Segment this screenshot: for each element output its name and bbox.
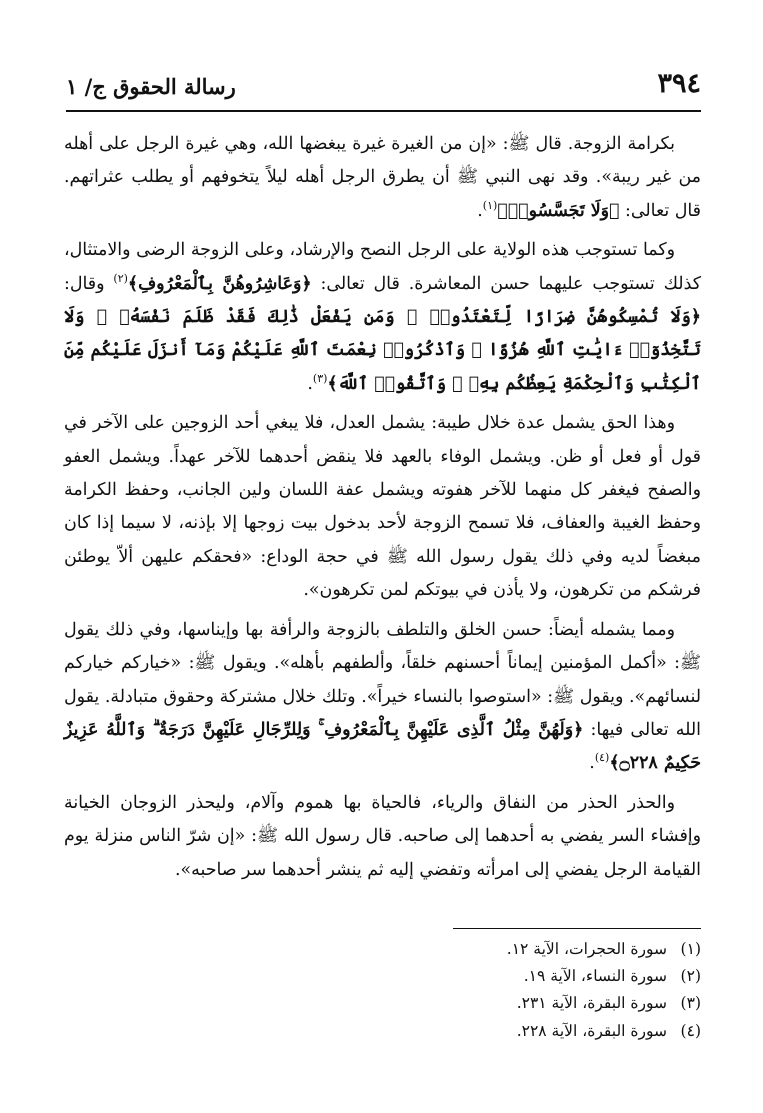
footnote-number: (٣) bbox=[680, 994, 701, 1013]
page-header bbox=[66, 62, 701, 122]
paragraph bbox=[64, 407, 701, 607]
header-rule bbox=[66, 110, 701, 112]
footnote-text: سورة البقرة، الآية ٢٣١. bbox=[516, 994, 667, 1013]
footnote-item bbox=[341, 936, 701, 963]
quran-verse: ﴿وَعَاشِرُوهُنَّ بِٱلْمَعْرُوفِ﴾ bbox=[127, 273, 312, 294]
paragraph-text: وقال: bbox=[64, 273, 114, 294]
footnote-number: (٤) bbox=[680, 1021, 701, 1040]
footnote-reference: (١) bbox=[482, 199, 498, 213]
paragraph-text: ومما يشمله أيضاً: حسن الخلق والتلطف بالزوجة والرأفة بها وإيناسها، وفي ذلك يقول ﷺ: «أكمل المؤمنين إيماناً أحسنهم خلقاً، وألطفهم بأهله». ويقول ﷺ: «خياركم خياركم لنسائهم». ويقول ﷺ: «استوصوا بالنساء خيراً». وتلك خلال مشتركة وحقوق متبادلة. يقول الله تعالى فيها: bbox=[64, 619, 701, 740]
footnotes bbox=[341, 936, 701, 1045]
paragraph-text: . bbox=[589, 753, 595, 774]
footnote-reference: (٣) bbox=[312, 372, 328, 386]
paragraph-text: بكرامة الزوجة. قال ﷺ: «إن من الغيرة غيرة يبغضها الله، وهي غيرة الرجل على أهله من غير ريبة». وقد نهى النبي ﷺ أن يطرق الرجل أهله ليلاً يتخوفهم أو يطلب عثراتهم. قال تعالى: bbox=[64, 134, 701, 221]
quran-verse: ﴿وَلَا تَجَسَّسُوا۟﴾ bbox=[497, 200, 620, 221]
footnote-rule bbox=[453, 928, 701, 929]
paragraph-text: . bbox=[477, 200, 483, 221]
footnote-text: سورة البقرة، الآية ٢٢٨. bbox=[516, 1021, 667, 1040]
paragraph bbox=[64, 614, 701, 781]
paragraph-text: . bbox=[307, 373, 313, 394]
paragraph-text: وهذا الحق يشمل عدة خلال طيبة: يشمل العدل، فلا يبغي أحد الزوجين على الآخر في قول أو فعل أو ظن. ويشمل الوفاء بالعهد فلا ينقض أحدهما للآخر عهداً. ويشمل العفو والصفح فيغفر كل منهما للآخر هفوته ويشمل عفة اللسان ولين الجانب، وحفظ الكرامة وحفظ الغيبة والعفاف، فلا تسمح الزوجة لأحد بدخول بيت زوجها إلا بإذنه، لا سيما إذا كان مبغضاً لديه وفي ذلك يقول رسول الله ﷺ في حجة الوداع: «فحقكم عليهن ألاّ يوطئن فرشكم من تكرهون، ولا يأذن في بيوتكم لمن تكرهون». bbox=[64, 413, 701, 601]
footnote-reference: (٤) bbox=[594, 751, 610, 765]
quran-verse: ﴿وَلَا تُمْسِكُوهُنَّ ضِرَارًا لِّتَعْتَدُوا۟ ۚ وَمَن يَفْعَلْ ذَٰلِكَ فَقَدْ ظَلَمَ نَفْسَهُۥ ۚ وَلَا تَتَّخِذُوٓا۟ ءَايَٰتِ ٱللَّهِ هُزُوًا ۚ وَٱذْكُرُوا۟ نِعْمَتَ ٱللَّهِ عَلَيْكُمْ وَمَآ أَنزَلَ عَلَيْكُم مِّنَ ٱلْكِتَٰبِ وَٱلْحِكْمَةِ يَعِظُكُم بِهِۦ ۚ وَٱتَّقُوا۟ ٱللَّهَ﴾ bbox=[64, 307, 701, 394]
paragraph bbox=[64, 234, 701, 401]
footnote-item bbox=[341, 963, 701, 990]
quran-verse: ﴿وَلَهُنَّ مِثْلُ ٱلَّذِى عَلَيْهِنَّ بِٱلْمَعْرُوفِ ۚ وَلِلرِّجَالِ عَلَيْهِنَّ دَرَجَةٌ ۗ وَٱللَّهُ عَزِيزٌ حَكِيمٌ ۝٢٢٨﴾ bbox=[64, 719, 701, 774]
footnote-item bbox=[341, 990, 701, 1017]
page-number: ٣٩٤ bbox=[657, 68, 701, 99]
paragraph bbox=[64, 128, 701, 228]
paragraph-text: والحذر الحذر من النفاق والرياء، فالحياة بها هموم وآلام، وليحذر الزوجان الخيانة وإفشاء السر يفضي به أحدهما إلى صاحبه. قال رسول الله ﷺ: «إن شرّ الناس منزلة يوم القيامة الرجل يفضي إلى امرأته وتفضي إليه ثم ينشر أحدهما سر صاحبه». bbox=[64, 792, 701, 880]
paragraph-text: وكما تستوجب هذه الولاية على الرجل النصح والإرشاد، وعلى الزوجة الرضى والامتثال، كذلك تستوجب عليهما حسن المعاشرة. قال تعالى: bbox=[64, 240, 701, 294]
footnote-item bbox=[341, 1018, 701, 1045]
footnote-text: سورة النساء، الآية ١٩. bbox=[523, 967, 667, 986]
footnote-reference: (٢) bbox=[113, 271, 128, 285]
body-text bbox=[64, 128, 701, 887]
footnote-number: (١) bbox=[680, 940, 701, 958]
running-title: رسالة الحقوق ج/ ١ bbox=[66, 74, 236, 99]
paragraph bbox=[64, 787, 701, 887]
footnote-text: سورة الحجرات، الآية ١٢. bbox=[506, 940, 667, 958]
footnote-number: (٢) bbox=[680, 967, 701, 986]
